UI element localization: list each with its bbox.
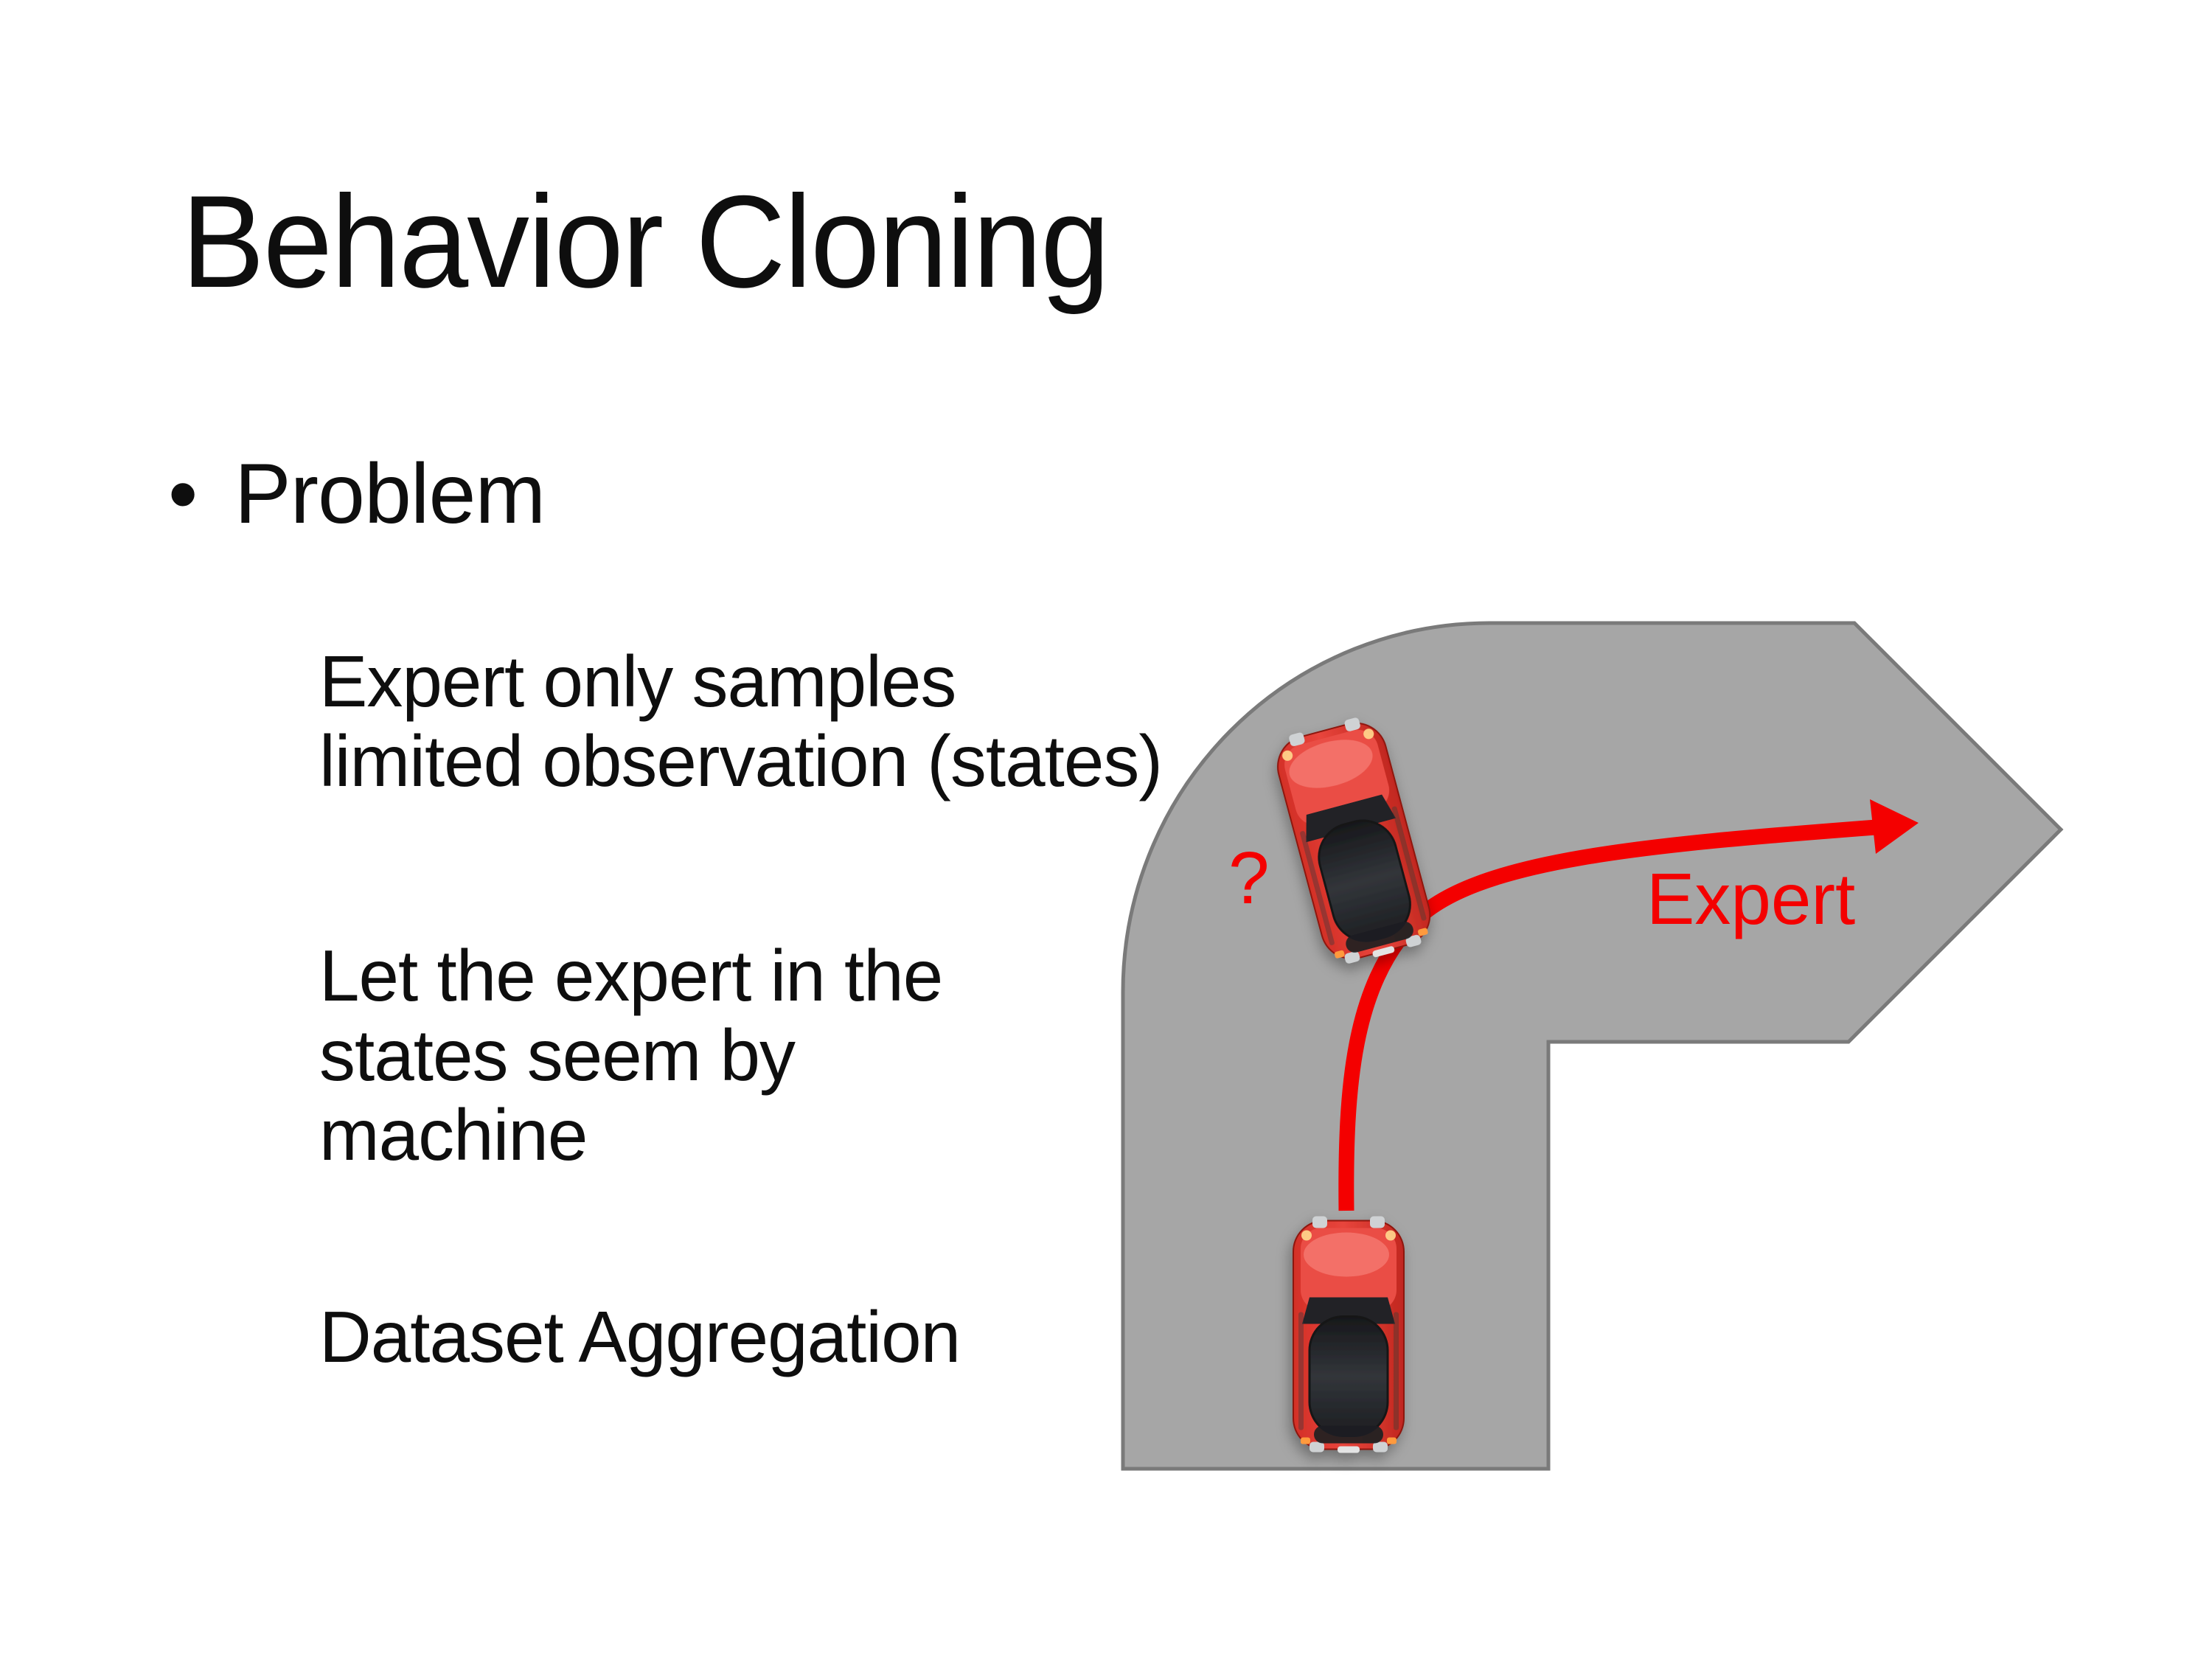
expert-label: Expert — [1646, 858, 1856, 939]
question-mark-label: ? — [1228, 837, 1270, 919]
note-expert-samples — [319, 641, 1162, 801]
expert-car-icon — [1293, 1217, 1404, 1453]
road-shape — [1123, 623, 2061, 1469]
note-line: Let the expert in the — [319, 935, 943, 1016]
note-line: Dataset Aggregation — [319, 1296, 961, 1377]
note-line: machine — [319, 1094, 588, 1175]
note-line: Expert only samples — [319, 641, 956, 722]
note-line: states seem by — [319, 1015, 796, 1096]
bullet-marker: • — [168, 447, 198, 541]
note-let-expert — [319, 936, 942, 1175]
bullet-problem: Problem — [234, 447, 546, 541]
note-line: limited observation (states) — [319, 720, 1163, 801]
slide-title: Behavior Cloning — [181, 168, 1109, 315]
note-dataset-aggregation — [319, 1297, 960, 1377]
